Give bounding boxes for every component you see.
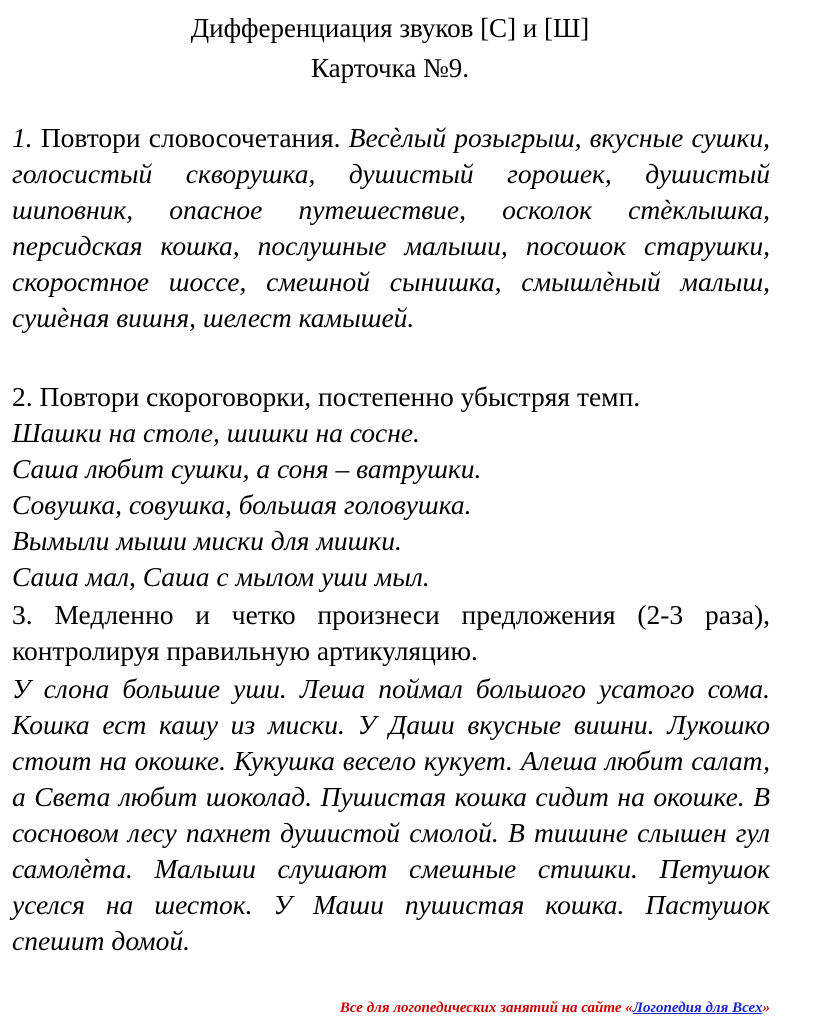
task-2-instruction: Повтори скороговорки, постепенно убыстряя темп.	[39, 381, 641, 412]
page-title: Дифференциация звуков [С] и [Ш]	[190, 13, 590, 43]
card-number: Карточка №9.	[310, 53, 470, 83]
task-1	[12, 120, 770, 336]
task-3-number: 3.	[12, 599, 33, 630]
task-1-number: 1.	[12, 122, 33, 153]
site-footer	[0, 998, 770, 1018]
tongue-twister-1: Шашки на столе, шишки на сосне.	[12, 417, 420, 448]
footer-site-link[interactable]: Логопедия для Всех	[632, 1000, 763, 1016]
tongue-twister-5: Саша мал, Саша с мылом уши мыл.	[12, 561, 430, 592]
task-3-instruction: Медленно и четко произнеси предложения (2-3 раза), контролируя правильную артикуляцию.	[12, 599, 770, 666]
task-2-number: 2.	[12, 381, 33, 412]
task-2	[12, 379, 770, 415]
tongue-twister-2: Саша любит сушки, а соня – ватрушки.	[12, 453, 482, 484]
task-3-sentences: У слона большие уши. Леша поймал большого усатого сома. Кошка ест кашу из миски. У Даши вкусные вишни. Лукошко стоит на окошке. Кукушка весело кукует. Алеша любит салат, а Света любит шоколад. Пушистая кошка сидит на окошке. В сосновом лесу пахнет душистой смолой. В тишине слышен гул самолѐта. Малыши слушают смешные стишки. Петушок уселся на шесток. У Маши пушистая кошка. Пастушок спешит домой.	[12, 673, 770, 956]
footer-text: Все для логопедических занятий на сайте «	[339, 1000, 633, 1016]
tongue-twister-3: Совушка, совушка, большая головушка.	[12, 489, 472, 520]
footer-text-end: »	[762, 1000, 770, 1016]
task-3	[12, 597, 770, 669]
tongue-twister-4: Вымыли мыши миски для мишки.	[12, 525, 402, 556]
task-1-phrases: Весѐлый розыгрыш, вкусные сушки, голосистый скворушка, душистый горошек, душистый шиповник, опасное путешествие, осколок стѐклышка, персидская кошка, послушные малыши, посошок старушки, скоростное шоссе, смешной сынишка, смышлѐный малыш, сушѐная вишня, шелест камышей.	[12, 122, 771, 333]
task-1-instruction: Повтори словосочетания.	[40, 122, 341, 153]
